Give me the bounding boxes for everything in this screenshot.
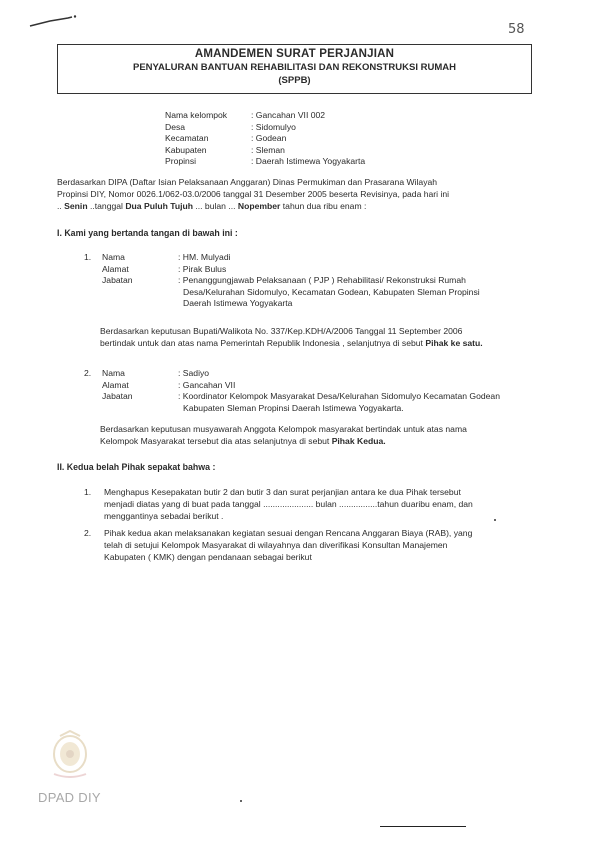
doc-title: AMANDEMEN SURAT PERJANJIAN: [194, 48, 395, 60]
doc-subtitle: PENYALURAN BANTUAN REHABILITASI DAN REKONSTRUKSI RUMAH: [132, 62, 456, 73]
party-row: [84, 403, 539, 415]
info-row: [165, 110, 365, 122]
intro-line: [57, 200, 540, 212]
field-value: : Koordinator Kelompok Masyarakat Desa/Kelurahan Sidomulyo Kecamatan Godean: [178, 391, 500, 402]
bottom-rule: [380, 826, 466, 827]
section-heading: I. Kami yang bertanda tangan di bawah ini :: [57, 228, 238, 238]
item-number: 1.: [84, 487, 92, 497]
info-value: : Godean: [251, 133, 287, 144]
info-label: Kabupaten: [165, 144, 207, 155]
text-run: Kelompok Masyarakat tersebut dia atas selanjutnya di sebut: [100, 436, 330, 446]
field-value: : Gancahan VII: [178, 379, 236, 390]
item-line: menjadi diatas yang di buat pada tanggal ..................... bulan ................tahun duaribu enam, dan: [104, 499, 473, 509]
info-value: : Daerah Istimewa Yogyakarta: [251, 156, 366, 167]
info-label: Propinsi: [165, 156, 197, 167]
text-run: tahun dua ribu enam :: [282, 201, 367, 211]
party-designation: Pihak Kedua.: [331, 436, 386, 446]
item-text: [104, 486, 540, 522]
party-row: [84, 368, 539, 380]
basis-line: Berdasarkan keputusan musyawarah Anggota Kelompok masyarakat bertindak untuk atas nama: [100, 424, 467, 434]
field-value: Kabupaten Sleman Propinsi Daerah Istimewa Yogyakarta.: [183, 402, 404, 413]
pen-mark-icon: [28, 14, 78, 28]
info-label: Nama kelompok: [165, 110, 228, 120]
field-label: Nama: [102, 252, 125, 262]
field-label: Alamat: [102, 379, 129, 390]
text-run: ... bulan ...: [195, 201, 236, 211]
basis-line: Berdasarkan keputusan Bupati/Walikota No. 337/Kep.KDH/A/2006 Tanggal 11 September 2006: [100, 326, 463, 336]
month-name: Nopember: [237, 201, 281, 211]
info-row: [165, 122, 365, 134]
item-line: Kabupaten ( KMK) dengan pendanaan sebagai berikut: [104, 552, 312, 562]
group-info: [165, 110, 365, 168]
item-number: 2.: [84, 528, 92, 538]
info-label: Desa: [165, 121, 186, 132]
day-name: Senin: [64, 201, 88, 211]
basis-line: [100, 435, 540, 447]
agreement-item: [84, 486, 540, 522]
stray-mark: [494, 519, 496, 521]
watermark: DPAD DIY: [38, 790, 101, 805]
item-line: menggantinya sebadai berikut .: [104, 511, 224, 521]
field-label: Jabatan: [102, 275, 133, 286]
item-line: Pihak kedua akan melaksanakan kegiatan sesuai dengan Rencana Anggaran Biaya (RAB), yang: [104, 528, 473, 538]
date-words: Dua Puluh Tujuh: [125, 201, 193, 211]
field-value: Desa/Kelurahan Sidomulyo, Kecamatan Godean, Kabupaten Sleman Propinsi: [183, 286, 480, 297]
info-row: [165, 145, 365, 157]
item-text: [104, 527, 540, 563]
intro-line: Berdasarkan DIPA (Daftar Isian Pelaksanaan Anggaran) Dinas Permukiman dan Prasarana Wilayah: [57, 177, 438, 187]
field-value: : Pirak Bulus: [178, 263, 227, 274]
title-box: [57, 44, 532, 94]
item-line: Menghapus Kesepakatan butir 2 dan butir 3 dan surat perjanjian antara ke dua Pihak tersebut: [104, 487, 461, 497]
agreement-item: [84, 527, 540, 563]
text-run: ..tanggal: [89, 201, 123, 211]
doc-abbrev: (SPPB): [278, 75, 311, 86]
info-value: : Gancahan VII 002: [251, 110, 326, 120]
info-row: [165, 133, 365, 145]
info-value: : Sleman: [251, 144, 285, 155]
crest-icon: [48, 730, 92, 780]
basis-line: [100, 337, 540, 349]
field-value: : Sadiyo: [178, 368, 210, 378]
field-label: Jabatan: [102, 391, 133, 402]
field-value: : HM. Mulyadi: [178, 252, 231, 262]
party-one: [84, 252, 539, 310]
party-number: 1.: [84, 252, 92, 262]
party-two-basis: [100, 423, 540, 447]
party-row: [84, 298, 539, 310]
party-row: [84, 252, 539, 264]
field-value: : Penanggungjawab Pelaksanaan ( PJP ) Rehabilitasi/ Rekonstruksi Rumah: [178, 275, 466, 286]
field-label: Alamat: [102, 263, 129, 274]
field-label: Nama: [102, 368, 125, 378]
intro-paragraph: [57, 176, 540, 212]
stray-mark: [240, 800, 242, 802]
party-row: [84, 275, 539, 287]
party-two: [84, 368, 539, 414]
intro-line: Propinsi DIY, Nomor 0026.1/062-03.0/2006 tanggal 31 Desember 2005 beserta Revisinya, pada hari ini: [57, 189, 450, 199]
text-run: ..: [57, 201, 62, 211]
party-row: [84, 287, 539, 299]
text-run: bertindak untuk dan atas nama Pemerintah Republik Indonesia , selanjutnya di sebut: [100, 338, 423, 348]
info-label: Kecamatan: [165, 133, 209, 144]
info-row: [165, 156, 365, 168]
party-row: [84, 380, 539, 392]
page-number: 58: [508, 22, 525, 37]
info-value: : Sidomulyo: [251, 121, 296, 132]
item-line: telah di setujui Kelompok Masyarakat di wilayahnya dan diverifikasi Konsultan Manajemen: [104, 540, 448, 550]
party-one-basis: [100, 325, 540, 349]
party-number: 2.: [84, 368, 92, 378]
party-row: [84, 264, 539, 276]
party-row: [84, 391, 539, 403]
section-heading: II. Kedua belah Pihak sepakat bahwa :: [57, 462, 216, 472]
field-value: Daerah Istimewa Yogyakarta: [183, 298, 293, 309]
party-designation: Pihak ke satu.: [425, 338, 483, 348]
